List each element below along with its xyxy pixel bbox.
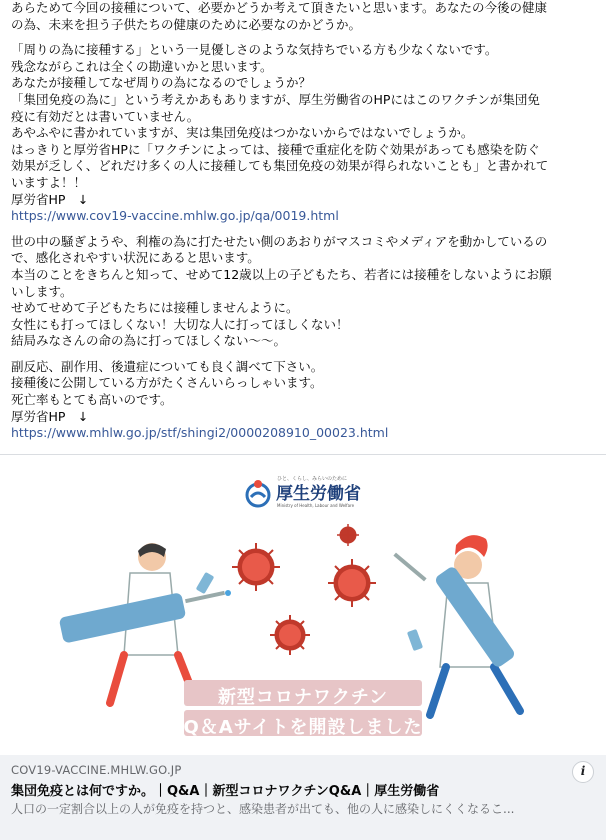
vaccine-qa-link[interactable]: https://www.cov19-vaccine.mhlw.go.jp/qa/0019.html [11,208,339,224]
paragraph-1 [11,0,601,33]
virus-icon [337,524,359,546]
text-line: はっきりと厚労省HPに「ワクチンによっては、接種で重症化を防ぐ効果があっても感染を防ぐ [11,141,540,157]
paragraph-3 [11,234,601,350]
card-headline-1: 新型コロナワクチン [217,687,389,708]
text-line: 世の中の騒ぎようや、利権の為に打たせたい側のあおりがマスコミやメディアを動かしているの [11,233,548,249]
virus-icon [232,543,280,591]
post-text [11,0,601,451]
mhlw-shingi-link[interactable]: https://www.mhlw.go.jp/stf/shingi2/0000208910_00023.html [11,425,389,441]
paragraph-2 [11,42,601,225]
text-line: 副反応、副作用、後遺症についても良く調べて下さい。 [11,358,324,374]
text-line: 厚労省HP ↓ [11,191,89,207]
text-line: 「周りの為に接種する」という一見優しさのような気持ちでいる方も少なくないです。 [11,42,498,58]
virus-icon [328,559,376,607]
logo-english: Ministry of Health, Labour and Welfare [277,503,355,508]
mhlw-logo [247,475,361,508]
text-line: あやふやに書かれていますが、実は集団免疫はつかないからではないでしょうか。 [11,125,474,141]
text-line: せめてせめて子どもたちには接種しませんように。 [11,300,299,316]
text-line: 厚労省HP ↓ [11,408,89,424]
text-line: あらためて今回の接種について、必要かどうか考えて頂きたいと思います。あなたの今後の健康 [11,0,548,15]
vial-icon [407,629,423,651]
text-line: 効果が乏しく、どれだけ多くの人に接種しても集団免疫の効果が得られないことも」と書かれて [11,158,549,174]
text-line: 接種後に公開している方がたくさんいらっしゃいます。 [11,375,323,391]
text-line: 疫に有効だとは書いていません。 [11,108,200,124]
logo-name: 厚生労働省 [276,484,361,504]
card-domain: COV19-VACCINE.MHLW.GO.JP [11,763,182,777]
text-line: 死亡率もとても高いのです。 [11,392,173,408]
text-line: 残念ながらこれは全くの勘違いかと思います。 [11,58,273,74]
card-meta[interactable] [0,755,606,840]
logo-tagline: ひと、くらし、みらいのために [277,476,348,482]
text-line: で、感化されやすい状況にあると思います。 [11,250,260,266]
text-line: 結局みなさんの命の為に打ってほしくない〜〜。 [11,333,287,349]
card-headline-2: Q＆Aサイトを開設しました [183,717,423,738]
link-preview-card[interactable] [0,454,606,840]
left-nurse-illustration [59,543,231,703]
card-image[interactable] [0,455,606,755]
text-line: 「集団免疫の為に」という考えかあもありますが、厚生労働省のHPにはこのワクチンが集団免 [11,91,540,107]
info-icon[interactable]: i [572,761,594,783]
vial-icon [196,572,215,594]
card-title[interactable]: 集団免疫とは何ですか。｜Q&A｜新型コロナワクチンQ&A｜厚生労働省 [11,784,440,799]
virus-icon [270,615,310,655]
text-line: いますよ！！ [11,174,87,190]
text-line: 本当のことをきちんと知って、せめて12歳以上の子どもたち、若者には接種をしないようにお願 [11,266,552,282]
text-line: の為、未来を担う子供たちの健康のために必要なのかどうか。 [11,16,362,32]
text-line: 女性にも打ってほしくない！大切な人に打ってほしくない！ [11,316,349,332]
text-line: いします。 [11,283,73,299]
card-description: 人口の一定割合以上の人が免疫を持つと、感染患者が出ても、他の人に感染しにくくなるこ... [11,802,515,816]
paragraph-4 [11,359,601,442]
text-line: あなたが接種してなぜ周りの為になるのでしょうか？ [11,75,312,91]
